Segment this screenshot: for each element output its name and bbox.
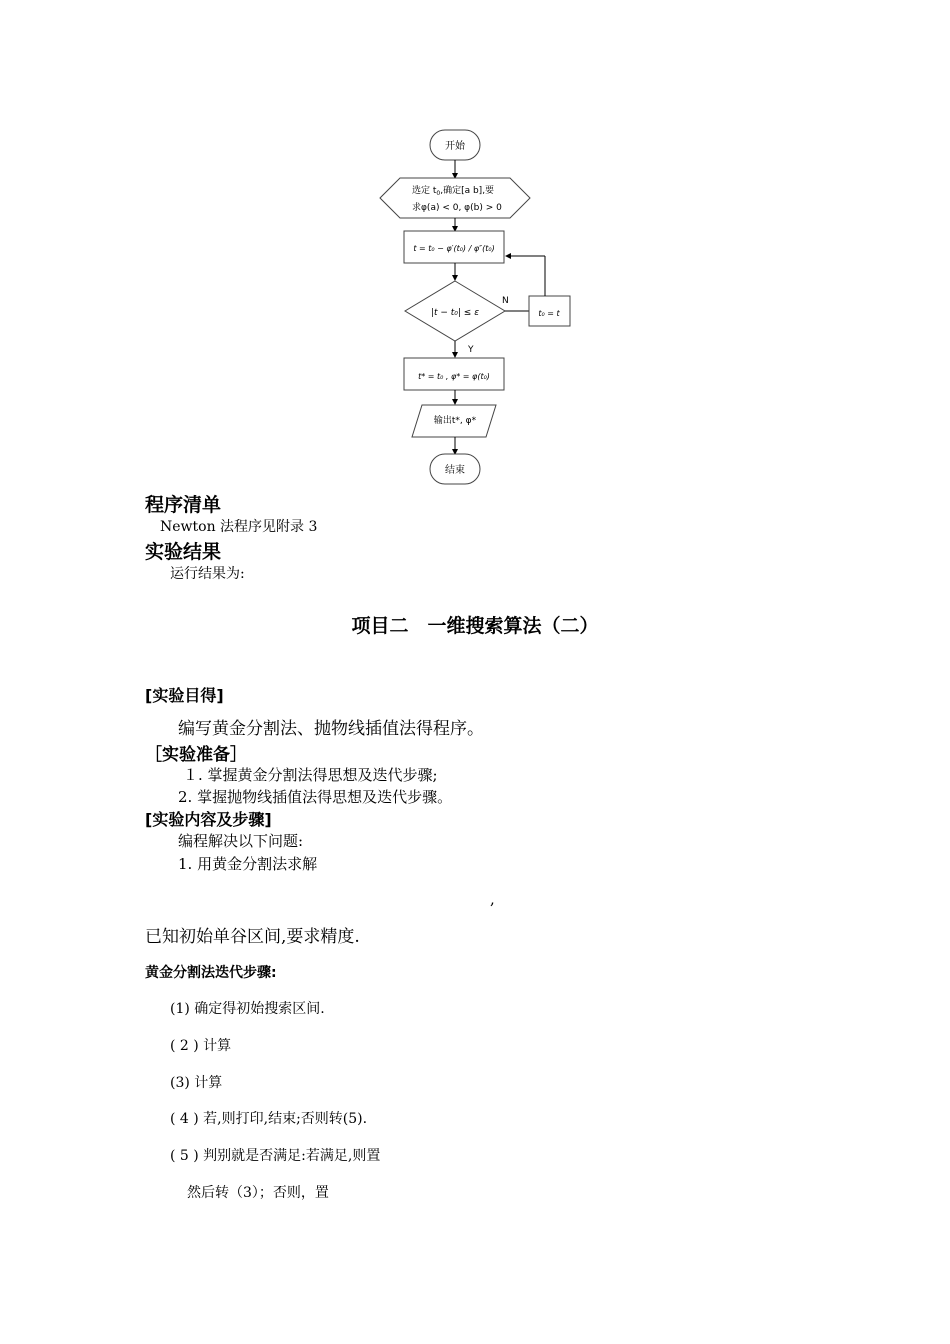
purpose-text: 编写黄金分割法、抛物线插值法得程序。 bbox=[178, 719, 484, 739]
no-label: N bbox=[502, 296, 509, 306]
content-known: 已知初始单谷区间,要求精度. bbox=[145, 927, 360, 947]
content-comma: , bbox=[490, 890, 495, 908]
golden-tail: 然后转（3）；否则，置 bbox=[187, 1185, 329, 1201]
golden-heading: 黄金分割法迭代步骤: bbox=[145, 965, 277, 981]
update-label: t₀ = t bbox=[538, 309, 560, 318]
yes-label: Y bbox=[468, 345, 474, 355]
golden-step-2: ( 2 ) 计算 bbox=[170, 1038, 232, 1054]
golden-step-4: ( 4 ) 若,则打印,结束;否则转(5). bbox=[170, 1111, 368, 1127]
content-intro: 编程解决以下问题: bbox=[178, 832, 304, 850]
prep-item-1: １. 掌握黄金分割法得思想及迭代步骤; bbox=[183, 766, 438, 784]
content-heading: [实验内容及步骤] bbox=[145, 810, 272, 829]
start-label: 开始 bbox=[445, 141, 465, 152]
program-text: Newton 法程序见附录 3 bbox=[160, 519, 318, 535]
init-line2: 求φ(a) < 0, φ(b) > 0 bbox=[412, 203, 502, 213]
assign-label: t* = t₀ , φ* = φ(t₀) bbox=[418, 372, 490, 381]
purpose-heading: [实验目得] bbox=[145, 686, 224, 705]
golden-step-1: (1) 确定得初始搜索区间. bbox=[170, 1001, 325, 1017]
flowchart bbox=[372, 124, 578, 490]
prep-item-2: 2. 掌握抛物线插值法得思想及迭代步骤。 bbox=[178, 788, 453, 806]
results-text: 运行结果为: bbox=[170, 566, 245, 582]
golden-step-3: (3) 计算 bbox=[170, 1075, 223, 1091]
results-heading: 实验结果 bbox=[145, 541, 222, 563]
output-label: 输出t*, φ* bbox=[433, 416, 477, 426]
golden-step-5: ( 5 ) 判别就是否满足:若满足,则置 bbox=[170, 1148, 381, 1164]
decision-label: |t − t₀| ≤ ε bbox=[430, 308, 480, 318]
end-label: 结束 bbox=[445, 465, 465, 476]
project-title: 项目二 一维搜索算法（二） bbox=[351, 615, 599, 637]
prep-heading: ［实验准备］ bbox=[145, 745, 247, 765]
content-item-1: 1. 用黄金分割法求解 bbox=[178, 855, 318, 873]
init-line1: 选定 $t_0$,确定[a b],要 bbox=[412, 186, 495, 197]
program-heading: 程序清单 bbox=[145, 494, 222, 516]
compute-label: t = t₀ − φ′(t₀) / φ″(t₀) bbox=[413, 244, 495, 253]
